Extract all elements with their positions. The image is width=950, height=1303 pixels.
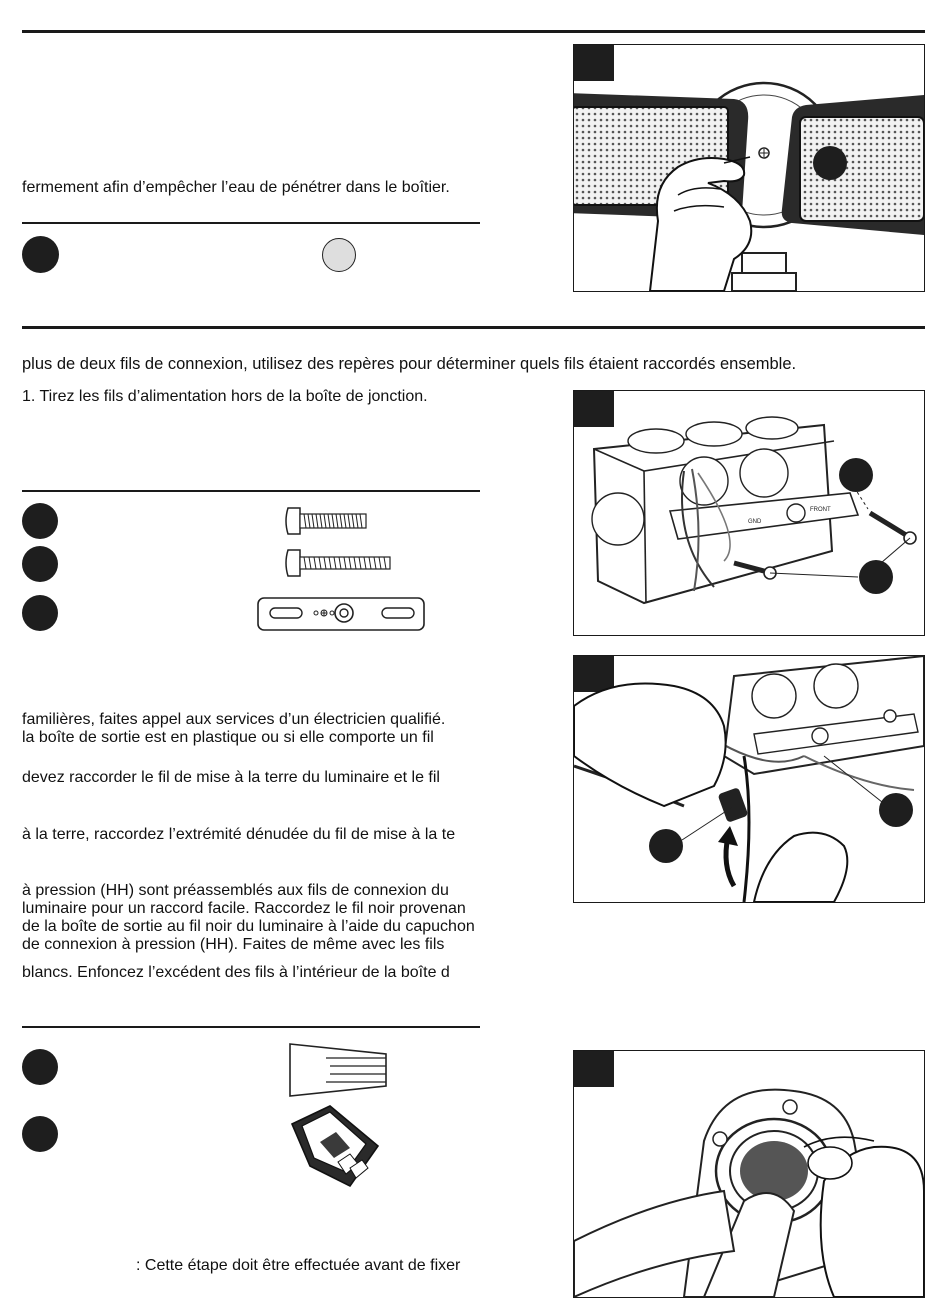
section2-step-1: 1. Tirez les fils d’alimentation hors de la boîte de jonction.	[22, 388, 428, 405]
section1-parts-rule	[22, 222, 480, 224]
junction-box-illustration	[574, 391, 924, 635]
part-marker-2	[22, 546, 58, 582]
wiring-line-2: la boîte de sortie est en plastique ou si elle comporte un fil	[22, 729, 434, 746]
wiring-line-5: à pression (HH) sont préassemblés aux fils de connexion du	[22, 882, 449, 899]
mounting-bracket-part	[256, 594, 426, 634]
figure-2-junction-box	[573, 390, 925, 636]
part-marker-5	[22, 1116, 58, 1152]
figure-4-base-gasket	[573, 1050, 925, 1298]
front-label: FRONT	[810, 507, 831, 513]
part-marker-black	[22, 236, 59, 273]
section2-parts-rule	[22, 490, 480, 492]
figure-3-wire-connection	[573, 655, 925, 903]
part-marker-4	[22, 1049, 58, 1085]
wiring-line-3: devez raccorder le fil de mise à la terre du luminaire et le fil	[22, 769, 440, 786]
section3-parts-rule	[22, 1026, 480, 1028]
floodlight-illustration	[574, 45, 924, 291]
section1-text: fermement afin d’empêcher l’eau de pénétrer dans le boîtier.	[22, 179, 450, 196]
wire-connector-part	[280, 1102, 384, 1190]
figure-1-floodlight-heads	[573, 44, 925, 292]
wiring-line-4: à la terre, raccordez l’extrémité dénudée du fil de mise à la te	[22, 826, 456, 843]
wire-connection-illustration	[574, 656, 924, 902]
part-marker-gray	[322, 238, 356, 272]
wiring-line-7: de la boîte de sortie au fil noir du luminaire à l’aide du capuchon	[22, 918, 475, 935]
wiring-line-1: familières, faites appel aux services d’un électricien qualifié.	[22, 711, 446, 728]
short-screw-part	[284, 504, 374, 538]
section2-rule	[22, 326, 925, 329]
long-screw-part	[284, 546, 394, 580]
part-marker-1	[22, 503, 58, 539]
section2-intro: plus de deux fils de connexion, utilisez des repères pour déterminer quels fils étaient raccordés ensemble.	[22, 355, 797, 373]
top-rule	[22, 30, 925, 33]
wiring-line-6: luminaire pour un raccord facile. Raccordez le fil noir provenan	[22, 900, 466, 917]
wiring-line-8: de connexion à pression (HH). Faites de même avec les fils	[22, 936, 445, 953]
part-marker-3	[22, 595, 58, 631]
sealant-strip-part	[286, 1040, 390, 1100]
base-gasket-illustration	[574, 1051, 924, 1297]
gnd-label: GND	[748, 519, 762, 525]
section3-note: : Cette étape doit être effectuée avant de fixer	[136, 1257, 461, 1274]
wiring-line-9: blancs. Enfoncez l’excédent des fils à l’intérieur de la boîte d	[22, 964, 450, 981]
